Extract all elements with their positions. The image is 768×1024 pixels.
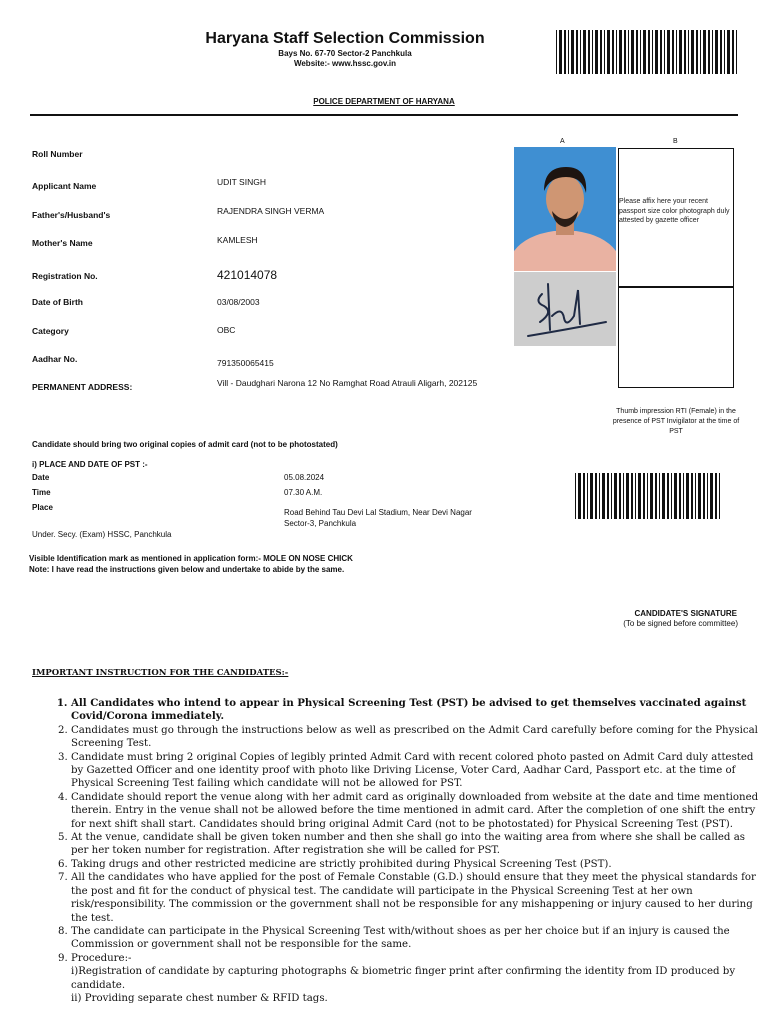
instruction-item: 3. Candidate must bring 2 original Copies of legibly printed Admit Card with recent colored photo pasted on Admit Card duly attested by Gazetted Officer and one identity proof with photo like Driving License, Voter Card, Aadhar Card, Passport etc. at the time of Physical Screening Test failing which candidate will not be allowed for PST. (71, 751, 761, 791)
barcode-bar (619, 473, 621, 519)
barcode-bar (595, 30, 598, 74)
candidate-signature-subtitle: (To be signed before committee) (623, 619, 738, 628)
barcode-bar (700, 30, 701, 74)
instructions-heading: IMPORTANT INSTRUCTION FOR THE CANDIDATES:- (32, 668, 289, 678)
aadhar-label: Aadhar No. (32, 354, 78, 364)
barcode-bar (703, 30, 706, 74)
address-value: Vill - Daudghari Narona 12 No Ramghat Road Atrauli Aligarh, 202125 (217, 378, 478, 388)
barcode-bar (659, 473, 660, 519)
father-name-value: RAJENDRA SINGH VERMA (217, 206, 325, 216)
thumb-impression-note: Thumb impression RTI (Female) in the presence of PST Invigilator at the time of PST (612, 408, 740, 435)
pst-date-label: Date (32, 473, 50, 482)
attested-photo-box (618, 148, 734, 287)
barcode-bar (660, 30, 662, 74)
candidate-signature-title: CANDIDATE'S SIGNATURE (634, 609, 737, 618)
barcode-bar (674, 473, 677, 519)
identification-mark: Visible Identification mark as mentioned in application form:- MOLE ON NOSE CHICK (29, 554, 353, 563)
applicant-photo (514, 147, 616, 271)
column-b-label: B (673, 138, 678, 145)
barcode-bar (578, 473, 581, 519)
barcode-bar (635, 473, 636, 519)
barcode-bar (568, 30, 569, 74)
department-title: POLICE DEPARTMENT OF HARYANA (313, 97, 455, 106)
barcode-bar (648, 30, 650, 74)
barcode-bar (679, 473, 681, 519)
barcode-bar (686, 473, 689, 519)
dob-label: Date of Birth (32, 297, 83, 307)
barcode-bar (676, 30, 677, 74)
barcode-bar (688, 30, 689, 74)
aadhar-value: 791350065415 (217, 358, 274, 368)
barcode-bar (671, 473, 672, 519)
barcode-bar (664, 30, 665, 74)
barcode-bar (695, 473, 696, 519)
applicant-name-value: UDIT SINGH (217, 177, 266, 187)
barcode-bar (607, 473, 609, 519)
barcode-bar (719, 473, 720, 519)
pst-heading: i) PLACE AND DATE OF PST :- (32, 460, 148, 469)
instruction-item: 5. At the venue, candidate shall be given token number and then she shall go into the waiting area from where she shall be called as per her token number for registration. After registration she will be called for PST. (71, 831, 761, 858)
instruction-item: 2. Candidates must go through the instructions below as well as prescribed on the Admit Card carefully before coming for the Physical Screening Test. (71, 724, 761, 751)
barcode-bar (652, 30, 653, 74)
barcode-bar (583, 473, 585, 519)
category-value: OBC (217, 325, 236, 335)
barcode-bar (655, 30, 658, 74)
barcode-bar (599, 473, 600, 519)
barcode-bar (576, 30, 578, 74)
barcode-top-image (556, 30, 740, 74)
barcode-middle-image (575, 473, 723, 519)
barcode-bar (587, 473, 588, 519)
header-divider (30, 114, 738, 116)
barcode-bar (616, 30, 617, 74)
barcode-bar (667, 30, 670, 74)
barcode-bar (684, 30, 686, 74)
barcode-bar (736, 30, 737, 74)
barcode-bar (619, 30, 622, 74)
column-a-label: A (560, 138, 565, 145)
instruction-item: 1. All Candidates who intend to appear in Physical Screening Test (PST) be advised to get themselves vaccinated against Covid/Corona immediately. (71, 697, 761, 724)
mother-name-value: KAMLESH (217, 235, 258, 245)
commission-address: Bays No. 67-70 Sector-2 Panchkula (278, 49, 412, 58)
barcode-bar (724, 30, 725, 74)
barcode-bar (667, 473, 669, 519)
barcode-bar (612, 30, 614, 74)
barcode-bar (696, 30, 698, 74)
barcode-bar (556, 30, 557, 74)
barcode-bar (643, 30, 646, 74)
barcode-bar (607, 30, 610, 74)
barcode-bar (583, 30, 586, 74)
barcode-bar (715, 30, 718, 74)
barcode-bar (575, 473, 576, 519)
affix-photo-note: Please affix here your recent passport size color photograph duly attested by gazette officer (619, 198, 730, 224)
instruction-item: 7. All the candidates who have applied for the post of Female Constable (G.D.) should ensure that they meet the physical standards for the post and fit for the conduct of physical test. The candidate will participate in the Physical Screening Test at her own risk/responsibility. The commission or the government shall not be responsible for any mishappening or injury caused to her during the test. (71, 871, 761, 925)
father-name-label: Father's/Husband's (32, 210, 111, 220)
commission-title: Haryana Staff Selection Commission (205, 30, 485, 47)
barcode-bar (624, 30, 626, 74)
dob-value: 03/08/2003 (217, 297, 260, 307)
procedure-step: i)Registration of candidate by capturing photographs & biometric finger print after confirming the identity from ID produced by candidate. (71, 966, 736, 991)
instructions-list (56, 697, 761, 1005)
pst-date-value: 05.08.2024 (284, 473, 325, 482)
authority-text: Under. Secy. (Exam) HSSC, Panchkula (32, 530, 172, 539)
instruction-item: 4. Candidate should report the venue along with her admit card as originally downloaded from website at the date and time mentioned therein. Entry in the venue shall not be allowed before the time mentioned in admit card. After the completion of one shift the entry for next shift shall start. Candidates should bring original Admit Card (not to be photostated) for Physical Screening Test (PST). (71, 791, 761, 831)
pst-place-label: Place (32, 503, 53, 512)
barcode-bar (580, 30, 581, 74)
barcode-bar (604, 30, 605, 74)
barcode-bar (679, 30, 682, 74)
barcode-bar (592, 30, 593, 74)
barcode-bar (643, 473, 645, 519)
procedure-label: 9. Procedure:- (71, 952, 132, 964)
barcode-bar (631, 30, 634, 74)
barcode-bar (710, 473, 713, 519)
barcode-bar (672, 30, 674, 74)
barcode-bar (564, 30, 566, 74)
undertaking-note: Note: I have read the instructions given below and undertake to abide by the same. (29, 565, 345, 574)
commission-website: Website:- www.hssc.gov.in (293, 59, 397, 68)
barcode-bar (559, 30, 562, 74)
mother-name-label: Mother's Name (32, 238, 93, 248)
barcode-bar (571, 30, 574, 74)
barcode-bar (715, 473, 717, 519)
barcode-bar (720, 30, 722, 74)
barcode-bar (623, 473, 624, 519)
applicant-signature-image (514, 272, 616, 346)
barcode-bar (628, 30, 629, 74)
instruction-item-procedure (71, 952, 761, 1006)
barcode-bar (638, 473, 641, 519)
barcode-bar (691, 473, 693, 519)
procedure-step: ii) Providing separate chest number & RFID tags. (71, 992, 328, 1004)
barcode-bar (595, 473, 597, 519)
instruction-item: 8. The candidate can participate in the Physical Screening Test with/without shoes as per her choice but if an injury is caused the Commission or government shall not be responsible for the same. (71, 925, 761, 952)
registration-no-label: Registration No. (32, 271, 98, 281)
pst-place-value: Road Behind Tau Devi Lal Stadium, Near Devi Nagar Sector-3, Panchkula (284, 508, 472, 528)
barcode-bar (655, 473, 657, 519)
barcode-bar (611, 473, 612, 519)
thumb-impression-box (618, 287, 734, 388)
applicant-name-label: Applicant Name (32, 181, 97, 191)
barcode-bar (631, 473, 633, 519)
barcode-bar (600, 30, 602, 74)
barcode-bar (647, 473, 648, 519)
barcode-bar (703, 473, 705, 519)
barcode-bar (662, 473, 665, 519)
category-label: Category (32, 326, 69, 336)
roll-number-label: Roll Number (32, 149, 83, 159)
barcode-bar (588, 30, 590, 74)
pst-time-label: Time (32, 488, 51, 497)
barcode-bar (727, 30, 730, 74)
instruction-item: 6. Taking drugs and other restricted medicine are strictly prohibited during Physical Screening Test (PST). (71, 858, 761, 871)
address-label: PERMANENT ADDRESS: (32, 382, 133, 392)
registration-no-value: 421014078 (217, 268, 278, 282)
barcode-bar (691, 30, 694, 74)
barcode-bar (732, 30, 734, 74)
barcode-bar (712, 30, 713, 74)
barcode-bar (640, 30, 641, 74)
barcode-bar (590, 473, 593, 519)
barcode-bar (698, 473, 701, 519)
barcode-bar (602, 473, 605, 519)
barcode-bar (626, 473, 629, 519)
barcode-bar (683, 473, 684, 519)
barcode-bar (708, 30, 710, 74)
barcode-bar (614, 473, 617, 519)
copies-note: Candidate should bring two original copies of admit card (not to be photostated) (32, 440, 338, 449)
barcode-bar (650, 473, 653, 519)
pst-time-value: 07.30 A.M. (284, 488, 323, 497)
barcode-bar (636, 30, 638, 74)
barcode-bar (707, 473, 708, 519)
